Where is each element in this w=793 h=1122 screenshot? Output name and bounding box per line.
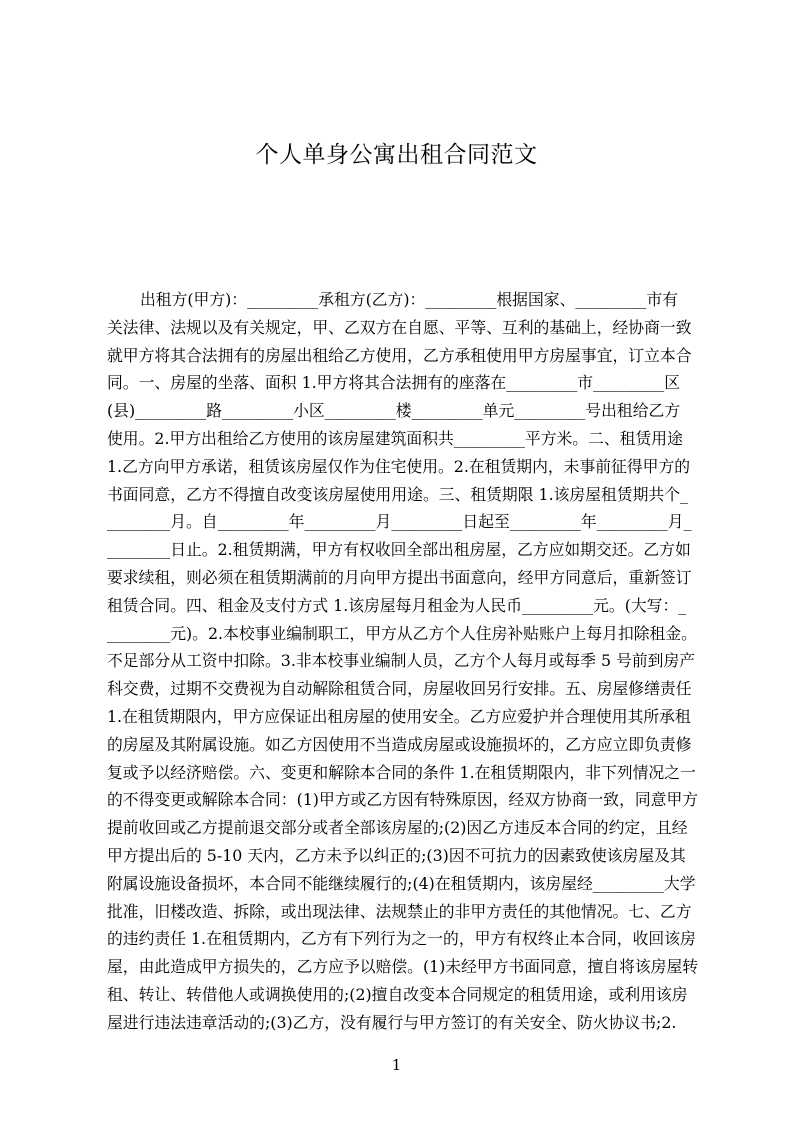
body-line: 租赁合同。四、租金及支付方式 1.该房屋每月租金为人民币_________元。(大写：_ (107, 595, 687, 615)
body-line: 批准，旧楼改造、拆除，或出现法律、法规禁止的非甲方责任的其他情况。七、乙方 (107, 901, 692, 921)
body-line: 关法律、法规以及有关规定，甲、乙双方在自愿、平等、互利的基础上，经协商一致 (107, 317, 692, 337)
body-line: 提前收回或乙方提前退交部分或者全部该房屋的;(2)因乙方违反本合同的约定，且经 (107, 818, 688, 838)
page-number: 1 (391, 1056, 402, 1074)
body-line: 租、转让、转借他人或调换使用的;(2)擅自改变本合同规定的租赁用途，或利用该房 (107, 984, 688, 1004)
body-line: 就甲方将其合法拥有的房屋出租给乙方使用，乙方承租使用甲方房屋事宜，订立本合 (107, 345, 692, 365)
body-line: 的违约责任 1.在租赁期内，乙方有下列行为之一的，甲方有权终止本合同，收回该房 (107, 929, 696, 949)
body-line: (县)_________路_________小区_________楼_________单元_________号出租给乙方 (107, 401, 681, 421)
body-line: ________月。自_________年_________月_________日起至_________年_________月_ (107, 512, 692, 532)
body-line: 附属设施设备损坏，本合同不能继续履行的;(4)在租赁期内，该房屋经_________大学 (107, 873, 696, 893)
body-line: 科交费，过期不交费视为自动解除租赁合同，房屋收回另行安排。五、房屋修缮责任 (107, 679, 692, 699)
body-line: 甲方提出后的 5-10 天内，乙方未予以纠正的;(3)因不可抗力的因素致使该房屋及其 (107, 845, 686, 865)
body-line: 使用。2.甲方出租给乙方使用的该房屋建筑面积共_________平方米。二、租赁用途 (107, 428, 683, 448)
body-line: 的房屋及其附属设施。如乙方因使用不当造成房屋或设施损坏的，乙方应立即负责修 (107, 734, 692, 754)
body-line: ________元)。2.本校事业编制职工，甲方从乙方个人住房补贴账户上每月扣除租金。 (107, 623, 697, 643)
body-line: 同。一、房屋的坐落、面积 1.甲方将其合法拥有的座落在_________市_________区 (107, 373, 680, 393)
body-line: 屋进行违法违章活动的;(3)乙方，没有履行与甲方签订的有关安全、防火协议书;2. (107, 1012, 677, 1032)
body-line: 书面同意，乙方不得擅自改变该房屋使用用途。三、租赁期限 1.该房屋租赁期共个_ (107, 484, 688, 504)
body-line: 的不得变更或解除本合同：(1)甲方或乙方因有特殊原因，经双方协商一致，同意甲方 (107, 790, 699, 810)
body-line: 1.乙方向甲方承诺，租赁该房屋仅作为住宅使用。2.在租赁期内，未事前征得甲方的 (107, 456, 691, 476)
body-line: 屋，由此造成甲方损失的，乙方应予以赔偿。(1)未经甲方书面同意，擅自将该房屋转 (107, 957, 699, 977)
document-body (107, 286, 701, 1037)
body-line: 不足部分从工资中扣除。3.非本校事业编制人员，乙方个人每月或每季 5 号前到房产 (107, 651, 696, 671)
body-line: 复或予以经济赔偿。六、变更和解除本合同的条件 1.在租赁期限内，非下列情况之一 (107, 762, 696, 782)
document-title: 个人单身公寓出租合同范文 (255, 142, 538, 168)
body-line: 1.在租赁期限内，甲方应保证出租房屋的使用安全。乙方应爱护并合理使用其所承租 (107, 706, 691, 726)
body-line: ________日止。2.租赁期满，甲方有权收回全部出租房屋，乙方应如期交还。乙方如 (107, 540, 691, 560)
body-line: 出租方(甲方)：_________承租方(乙方)：_________根据国家、_________市有 (140, 290, 679, 309)
body-line: 要求续租，则必须在租赁期满前的月向甲方提出书面意向，经甲方同意后，重新签订 (107, 567, 692, 587)
